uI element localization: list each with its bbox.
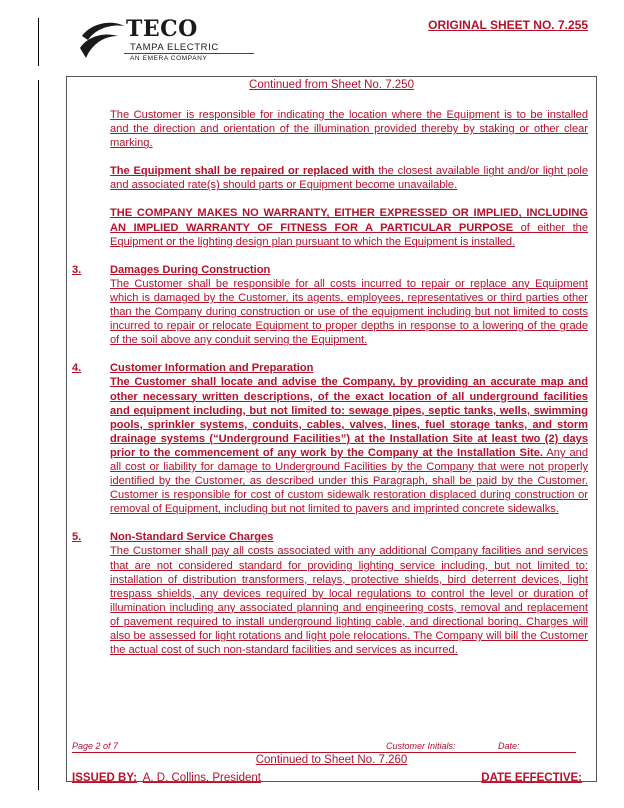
section-title: Customer Information and Preparation xyxy=(110,362,314,375)
company-logo xyxy=(78,16,258,66)
section-title: Damages During Construction xyxy=(110,263,271,276)
section-3-heading xyxy=(72,263,588,277)
section-3-text: The Customer shall be responsible for all costs incurred to repair or replace any Equipment which is damaged by the Customer, its agents, employees, representatives or third parties other than the Company during construction or use of the equipment including but not limited to costs incurred to repair or relocate Equipment to proper depths in response to a lowering of the grade of the soil above any conduit serving the Equipment. xyxy=(110,277,588,347)
logo-subtitle: TAMPA ELECTRIC xyxy=(130,42,219,53)
revision-bar-top xyxy=(38,18,39,66)
section-4-text xyxy=(72,375,588,516)
continued-from: Continued from Sheet No. 7.250 xyxy=(249,79,414,91)
warranty-bold: THE COMPANY MAKES NO WARRANTY, EITHER EXPRESSED OR IMPLIED, INCLUDING AN IMPLIED WARRANTY OF FITNESS FOR A PARTICULAR PURPOSE xyxy=(110,207,588,234)
repair-bold: The Equipment shall be repaired or replaced with xyxy=(110,165,375,178)
section-5-heading xyxy=(72,530,588,544)
continued-to: Continued to Sheet No. 7.260 xyxy=(255,754,408,766)
teco-swoosh-icon xyxy=(78,18,124,62)
issued-label: ISSUED BY: xyxy=(72,772,137,784)
issued-by xyxy=(72,772,261,784)
section-number: 5. xyxy=(72,531,82,544)
paragraph-repair xyxy=(72,164,588,192)
logo-name: TECO xyxy=(126,16,198,42)
logo-rule xyxy=(124,53,254,54)
section-4-bold: The Customer shall locate and advise the Company, by providing an accurate map and other necessary written descriptions, of the exact location of all underground facilities and equipment including, but not limited to: sewage pipes, septic tanks, wells, swimming pools, sprinkler systems, conduits, cables, valves, lines, fuel storage tanks, and storm drainage systems (“Underground Facilities”) at the Installation Site at least two (2) days prior to the commencement of any work by the Company at the Installation Site. xyxy=(110,376,588,459)
paragraph-warranty xyxy=(72,206,588,248)
section-5-text: The Customer shall pay all costs associated with any additional Company facilities and services that are not considered standard for providing lighting service including, but not limited to: installation of distribution transformers, relays, protective shields, bird deterrent devices, light trespass shields, any devices required by local regulations to control the level or duration of illumination including any associated planning and engineering costs, removal and replacement of pavement required to install underground lighting cable, and directional boring. Charges will also be assessed for light rotations and light pole relocations. The Company will bill the Customer the actual cost of such non-standard facilities and services as incurred. xyxy=(110,545,588,657)
footer-line xyxy=(72,741,576,753)
sheet-number: ORIGINAL SHEET NO. 7.255 xyxy=(428,18,588,32)
customer-initials-label: Customer Initials: xyxy=(386,741,456,751)
paragraph-staking: The Customer is responsible for indicating the location where the Equipment is to be installed and the direction and orientation of the illumination provided thereby by staking or other clear marking. xyxy=(110,109,588,150)
issued-value: A. D. Collins, President xyxy=(142,772,261,784)
warranty-rest: of either the Equipment or the lighting design plan pursuant to which the Equipment is installed. xyxy=(110,221,589,248)
section-number: 3. xyxy=(72,263,82,276)
section-4-rest: Any and all cost or liability for damage to Underground Facilities by the Company that were not properly identified by the Customer, as described under this Paragraph, shall be paid by the Customer. Customer is responsible for cost of custom sidewalk restoration displaced during construction or removal of Equipment, including but not limited to pavers and imprinted concrete sidewalks. xyxy=(110,446,589,516)
date-effective: DATE EFFECTIVE: xyxy=(481,772,582,784)
section-number: 4. xyxy=(72,362,82,375)
section-title: Non-Standard Service Charges xyxy=(110,531,274,544)
section-4-heading xyxy=(72,361,588,375)
date-label: Date: xyxy=(498,741,520,751)
page-number: Page 2 of 7 xyxy=(72,741,119,751)
repair-rest: the closest available light and/or light pole and associated rate(s) should parts or Equipment become unavailable. xyxy=(110,165,589,192)
logo-tagline: AN EMERA COMPANY xyxy=(130,55,208,62)
tariff-body xyxy=(72,108,588,657)
revision-bar xyxy=(38,80,39,790)
